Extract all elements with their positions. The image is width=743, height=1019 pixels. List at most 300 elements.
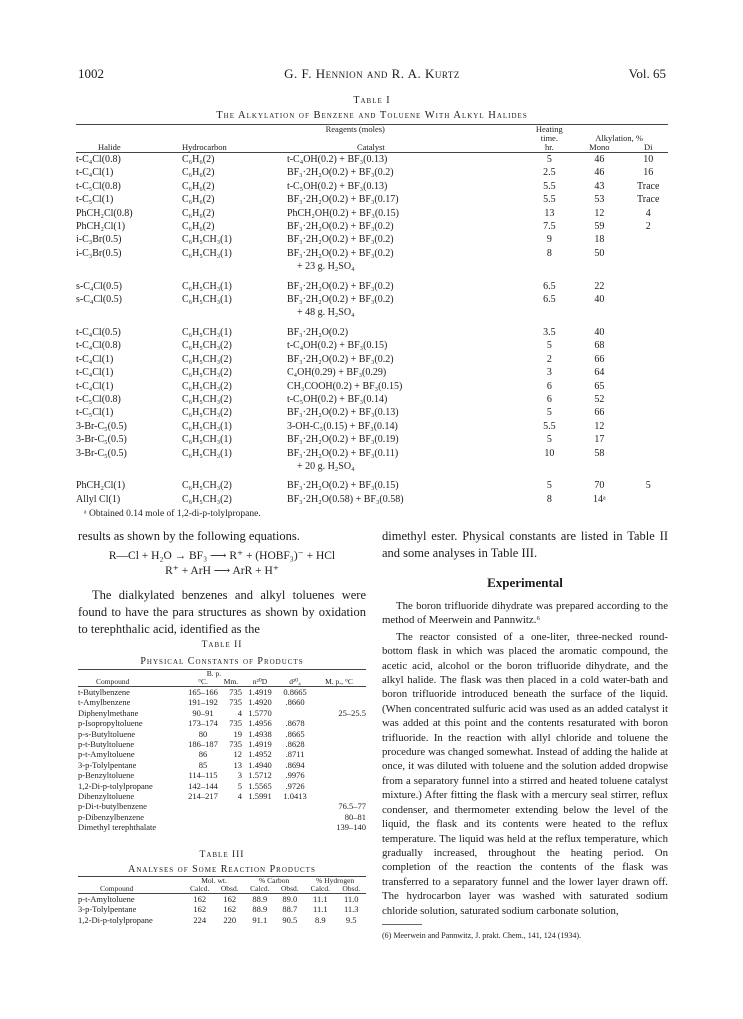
di-cell [628, 306, 668, 319]
mm-cell [220, 822, 242, 832]
di-cell [628, 353, 668, 366]
hydrocarbon-cell: C₆H₆(2) [181, 207, 215, 219]
nd-cell: 1.5770 [248, 707, 272, 718]
mono-cell [570, 260, 628, 273]
compound-cell: Diphenylmethane [78, 707, 139, 718]
di-cell [628, 380, 668, 393]
molwt-obsd-cell: 162 [223, 904, 237, 915]
density-header: d²⁰₄ [289, 677, 301, 686]
bp-cell: 80 [198, 728, 208, 739]
halide-cell: i-C₃Br(0.5) [76, 234, 122, 246]
table-row [76, 420, 668, 433]
di-cell [628, 447, 668, 460]
density-cell [278, 822, 312, 832]
time-cell: 9 [546, 234, 552, 246]
hydrocarbon-cell: C₆H₅CH₃(2) [181, 393, 232, 405]
time-cell: 5 [546, 434, 552, 446]
mono-cell: 66 [594, 353, 605, 365]
compound-cell: p-Di-t-butylbenzene [78, 801, 147, 812]
halide-cell: PhCH₂Cl(1) [76, 480, 126, 492]
di-cell: 16 [643, 167, 654, 179]
catalyst-cell: BF₃·2H₂O(0.58) + BF₃(0.58) [286, 493, 404, 505]
nd-cell: 1.4919 [248, 687, 272, 697]
catalyst-cell: t-C₅OH(0.2) + BF₃(0.13) [286, 180, 388, 192]
table-row [78, 894, 366, 905]
footnote: (6) Meerwein and Pannwitz, J. prakt. Chem., 141, 124 (1934). [382, 930, 582, 940]
mono-cell: 14ᵃ [592, 493, 606, 505]
density-cell: .8665 [285, 728, 305, 739]
mono-header: Mono [589, 142, 610, 152]
nd-cell: 1.4919 [248, 739, 272, 750]
table-row [78, 915, 366, 925]
molwt-calcd-cell: 162 [193, 894, 207, 904]
mp-cell: 25–25.5 [338, 707, 366, 718]
nd-cell [242, 801, 278, 811]
mp-cell [312, 781, 366, 791]
compound-cell: p-t-Butyltoluene [78, 739, 135, 750]
compound-header: Compound [96, 677, 130, 686]
mm-cell: 735 [229, 687, 242, 697]
time-cell [529, 260, 571, 273]
table-row [76, 380, 668, 393]
density-cell: .8711 [285, 749, 305, 760]
mp-cell [312, 791, 366, 801]
paragraph: The dialkylated benzenes and alkyl toluenes were found to have the para structures as shown by oxidation to terephthalic acid, identified as the [78, 588, 366, 636]
time-cell: 5 [546, 480, 552, 492]
mm-cell [220, 812, 242, 822]
compound-cell: p-t-Amyltoluene [78, 749, 135, 760]
volume: Vol. 65 [628, 66, 666, 81]
catalyst-cell: BF₃·2H₂O(0.2) + BF₃(0.2) [286, 167, 394, 179]
compound-cell: p-Isopropyltoluene [78, 718, 143, 729]
hydrocarbon-cell: C₆H₆(2) [181, 167, 215, 179]
hydrocarbon-cell: C₆H₅CH₃(2) [181, 340, 232, 352]
mono-cell: 40 [594, 326, 605, 338]
nd-cell [242, 822, 278, 832]
table-row [76, 366, 668, 379]
table-2-label: Table II [201, 640, 243, 650]
equation-1: R—Cl + H₂O → BF₃ ⟶ R⁺ + (HOBF₃)⁻ + HCl [108, 550, 336, 562]
halide-cell: 3-Br-C₅(0.5) [76, 447, 127, 459]
table-row [76, 233, 668, 246]
hydrocarbon-cell: C₆H₅CH₃(1) [181, 247, 232, 259]
mm-cell: 5 [237, 780, 242, 791]
table-row [76, 274, 668, 293]
catalyst-cell: BF₃·2H₂O(0.2) + BF₃(0.13) [286, 407, 399, 419]
nd-cell: 1.5712 [248, 770, 272, 781]
bp-cell: 86 [198, 749, 208, 760]
halide-cell: s-C₄Cl(0.5) [76, 294, 122, 306]
mp-cell: 139–140 [336, 822, 366, 833]
bp-cell: 191–192 [188, 697, 218, 708]
time-cell: 5 [546, 407, 552, 419]
catalyst-cell: BF₃·2H₂O(0.2) [286, 326, 349, 338]
catalyst-header: Catalyst [356, 142, 385, 152]
halide-cell: t-C₄Cl(0.8) [76, 154, 121, 165]
hydrogen-calcd-cell: 11.1 [313, 904, 328, 915]
density-cell: .8678 [285, 718, 305, 729]
table-row [78, 812, 366, 822]
time-cell: 6 [546, 380, 552, 392]
di-cell [628, 293, 668, 306]
mono-cell: 65 [594, 380, 605, 392]
nd-cell: 1.4940 [248, 759, 272, 770]
hydrocarbon-cell: C₆H₆(2) [181, 221, 215, 233]
mono-cell [570, 306, 628, 319]
mp-cell: 76.5–77 [338, 801, 366, 812]
halide-cell: t-C₄Cl(1) [76, 167, 114, 179]
table-row [76, 166, 668, 179]
table-row [78, 904, 366, 914]
mono-cell [570, 460, 628, 473]
table-3-label: Table III [199, 850, 245, 860]
time-cell: 6.5 [543, 294, 556, 306]
obsd-header: Obsd. [280, 884, 299, 893]
table-row [76, 493, 668, 506]
nd-cell: 1.4920 [248, 697, 272, 708]
halide-header: Halide [98, 142, 121, 152]
compound-cell: p-Benzyltoluene [78, 770, 135, 781]
catalyst-cell: BF₃·2H₂O(0.2) + BF₃(0.11) [286, 447, 399, 459]
mm-cell: 4 [237, 707, 242, 718]
carbon-header: % Carbon [259, 876, 290, 885]
halide-cell: t-C₅Cl(1) [76, 407, 114, 419]
mono-cell: 64 [594, 367, 605, 379]
di-cell [628, 406, 668, 419]
bp-cell: 186–187 [188, 739, 218, 750]
mono-cell: 66 [594, 407, 605, 419]
calcd-header: Calcd. [310, 884, 330, 893]
molwt-obsd-cell: 162 [223, 894, 237, 904]
hydrocarbon-cell: C₆H₅CH₃(1) [181, 234, 232, 246]
hydrocarbon-cell: C₆H₆(2) [181, 154, 215, 165]
di-cell: 10 [643, 154, 654, 165]
hydrocarbon-cell: C₆H₅CH₃(1) [181, 420, 232, 432]
hydrogen-header: % Hydrogen [316, 876, 355, 885]
table-row [78, 708, 366, 718]
di-cell [628, 460, 668, 473]
paragraph: results as shown by the following equations. [78, 529, 300, 543]
time-header-2: time. [540, 133, 558, 143]
nd-cell: 1.4938 [248, 728, 272, 739]
mm-cell: 735 [229, 718, 242, 729]
halide-cell: t-C₄Cl(0.5) [76, 326, 121, 338]
obsd-header: Obsd. [342, 884, 361, 893]
mono-cell: 50 [594, 247, 605, 259]
time-cell: 10 [544, 447, 555, 459]
time-cell: 5 [546, 154, 552, 165]
compound-cell: 1,2-Di-p-tolylpropane [78, 780, 153, 791]
halide-cell: t-C₄Cl(1) [76, 353, 114, 365]
mono-cell: 58 [594, 447, 605, 459]
di-cell [628, 260, 668, 273]
time-cell: 5 [546, 340, 552, 352]
mp-cell [312, 770, 366, 780]
catalyst-cell: t-C₅OH(0.2) + BF₃(0.14) [286, 393, 388, 405]
di-cell: 5 [645, 480, 651, 492]
hydrocarbon-cell: C₆H₅CH₃(1) [181, 434, 232, 446]
molwt-calcd-cell: 224 [193, 914, 207, 925]
table-row [78, 781, 366, 791]
mm-cell: 4 [237, 791, 242, 802]
mono-cell: 52 [594, 393, 605, 405]
paragraph: dimethyl ester. Physical constants are listed in Table II and some analyses in Table III. [382, 529, 668, 560]
catalyst-cell: BF₃·2H₂O(0.2) + BF₃(0.2) [286, 353, 394, 365]
mono-cell: 17 [594, 434, 605, 446]
time-cell: 6 [546, 393, 552, 405]
density-cell: 1.0413 [283, 791, 307, 802]
table-row [76, 433, 668, 446]
halide-cell: PhCH₂Cl(1) [76, 221, 126, 233]
hydrocarbon-cell: C₆H₅CH₃(2) [181, 353, 232, 365]
hydrogen-obsd-cell: 11.3 [343, 904, 359, 915]
table-row [76, 193, 668, 206]
di-header: Di [643, 142, 653, 152]
di-cell [628, 393, 668, 406]
density-cell [278, 708, 312, 718]
table-row [78, 791, 366, 801]
time-cell: 7.5 [543, 221, 556, 233]
molwt-obsd-cell: 220 [223, 914, 237, 925]
table-row [76, 473, 668, 492]
hydrocarbon-cell: C₆H₅CH₃(2) [181, 493, 232, 505]
carbon-calcd-cell: 88.9 [252, 894, 268, 904]
catalyst-cell: C₄OH(0.29) + BF₃(0.29) [286, 367, 387, 379]
table-2-grid [78, 669, 366, 833]
nd-cell: 1.5991 [248, 791, 272, 802]
bp-cell: 114–115 [188, 770, 218, 781]
catalyst-cell: BF₃·2H₂O(0.2) + BF₃(0.17) [286, 194, 399, 206]
table-1-label: Table I [353, 95, 391, 106]
mp-cell [312, 729, 366, 739]
hydrocarbon-cell [182, 306, 287, 319]
compound-cell: 1,2-Di-p-tolylpropane [78, 914, 153, 925]
carbon-obsd-cell: 88.7 [282, 904, 298, 915]
mp-header: M. p., °C [325, 677, 353, 686]
table-row [76, 339, 668, 352]
density-cell: .8660 [285, 697, 305, 708]
time-cell: 2 [546, 353, 552, 365]
table-1 [76, 95, 668, 519]
table-row [78, 697, 366, 707]
di-cell [628, 420, 668, 433]
compound-cell: t-Amylbenzene [78, 697, 131, 708]
halide-cell: 3-Br-C₅(0.5) [76, 420, 127, 432]
di-cell [628, 339, 668, 352]
bp-cell: 90–91 [192, 707, 214, 718]
mp-cell [312, 760, 366, 770]
compound-cell: 3-p-Tolylpentane [78, 759, 137, 770]
table-row [76, 320, 668, 339]
di-cell [628, 247, 668, 260]
table-row [76, 460, 668, 473]
di-cell [628, 233, 668, 246]
time-cell: 5.5 [543, 420, 556, 432]
hydrocarbon-cell: C₆H₅CH₃(2) [181, 367, 232, 379]
mono-cell: 40 [594, 294, 605, 306]
halide-cell: s-C₄Cl(0.5) [76, 280, 122, 292]
compound-cell: p-Dibenzylbenzene [78, 811, 145, 822]
di-cell [628, 433, 668, 446]
di-cell: 4 [645, 207, 651, 219]
compound-cell: 3-p-Tolylpentane [78, 904, 137, 915]
mp-cell [312, 749, 366, 759]
calcd-header: Calcd. [190, 884, 210, 893]
table-row [76, 207, 668, 220]
table-row [78, 687, 366, 698]
catalyst-cell: BF₃·2H₂O(0.2) + BF₃(0.2) [286, 280, 394, 292]
catalyst-cell: PhCH₂OH(0.2) + BF₃(0.15) [286, 207, 399, 219]
table-row [78, 770, 366, 780]
table-row [78, 729, 366, 739]
hydrocarbon-cell [182, 460, 287, 473]
hydrocarbon-cell: C₆H₅CH₃(1) [181, 326, 232, 338]
nd-cell: 1.4956 [248, 718, 272, 729]
hydrocarbon-cell: C₆H₅CH₃(1) [181, 280, 232, 292]
hydrocarbon-header: Hydrocarbon [181, 142, 227, 152]
mono-cell: 12 [594, 420, 605, 432]
hydrogen-obsd-cell: 11.0 [343, 894, 359, 904]
obsd-header: Obsd. [220, 884, 239, 893]
compound-header: Compound [100, 884, 134, 893]
table-row [76, 293, 668, 306]
bp-cell [186, 801, 220, 811]
bp-cell: 165–166 [188, 687, 218, 697]
table-row [76, 306, 668, 319]
table-2-title: Physical Constants of Products [140, 656, 304, 667]
halide-cell: t-C₅Cl(0.8) [76, 393, 121, 405]
halide-cell: PhCH₂Cl(0.8) [76, 207, 133, 219]
equation-2: R⁺ + ArH ⟶ ArR + H⁺ [165, 565, 279, 577]
mono-cell: 12 [594, 207, 605, 219]
paragraph: The boron trifluoride dihydrate was prepared according to the method of Meerwein and Pannwitz.⁶ [382, 600, 668, 627]
footnote-rule [382, 924, 422, 925]
bp-cell: 214–217 [188, 791, 218, 802]
hydrogen-calcd-cell: 8.9 [315, 914, 326, 925]
hydrogen-calcd-cell: 11.1 [313, 894, 328, 904]
bp-c-header: °C. [198, 677, 208, 686]
density-cell: .8628 [285, 739, 305, 750]
time-cell: 5.5 [543, 194, 556, 206]
density-cell [278, 812, 312, 822]
mono-cell: 22 [594, 280, 605, 292]
di-cell [628, 493, 668, 506]
bp-cell: 142–144 [188, 780, 218, 791]
density-cell: 0.8665 [283, 687, 307, 697]
mm-cell: 12 [233, 749, 242, 760]
authors: G. F. Hennion and R. A. Kurtz [284, 66, 460, 81]
catalyst-cell: t-C₄OH(0.2) + BF₃(0.15) [286, 340, 388, 352]
di-cell [628, 366, 668, 379]
catalyst-cell: BF₃·2H₂O(0.2) + BF₃(0.15) [286, 480, 399, 492]
hydrocarbon-cell: C₆H₅CH₃(1) [181, 447, 232, 459]
mono-cell: 46 [594, 167, 605, 179]
bp-cell [186, 812, 220, 822]
catalyst-cell: 3-OH-C₅(0.15) + BF₃(0.14) [286, 420, 398, 432]
time-cell: 8 [546, 247, 552, 259]
table-row [76, 447, 668, 460]
reagents-header: Reagents (moles) [182, 125, 529, 135]
paragraph: The reactor consisted of a one-liter, three-necked round-bottom flask in which was placed the aromatic compound, the acetic acid, alcohol or the boron trifluoride dihydrate, and the alkyl halide. The flask was then placed in a cold water-bath and boron trifluoride introduced beneath the surface of the liquid. (When concentrated sulfuric acid was used as an added catalyst it was added at this point and the contents resaturated with boron trifluoride. In the reaction with allyl chloride and toluene the procedure was changed somewhat. Instead of adding the halide at once, it was diluted with toluene and the solution added dropwise from a separatory funnel into a stirred and heated toluene catalyst mixture.) After fitting the flask with a mercury seal stirrer, reflux condenser, and thermometer extending below the level of the liquid, the flask and its contents were heated to the reflux temperature. The liquid was held at the reflux temperature, which gradually increased, throughout the heating period. On completion of the reaction the contents of the flask was transferred to a separatory funnel and the lower layer drawn off. The hydrocarbon layer was washed with saturated sodium chloride solution, saturated sodium carbonate solution, [382, 630, 668, 917]
hydrocarbon-cell: C₆H₆(2) [181, 180, 215, 192]
time-cell: 8 [546, 493, 552, 505]
halide-cell: Allyl Cl(1) [76, 493, 121, 505]
hydrocarbon-cell: C₆H₅CH₃(2) [181, 480, 232, 492]
time-cell [529, 460, 571, 473]
bp-cell [186, 822, 220, 832]
di-cell: Trace [637, 194, 660, 206]
table-row [78, 718, 366, 728]
table-row [76, 247, 668, 260]
time-cell [529, 306, 571, 319]
table-3-title: Analyses of Some Reaction Products [128, 864, 316, 875]
mono-cell: 18 [594, 234, 605, 246]
table-row [76, 353, 668, 366]
catalyst-cell: BF₃·2H₂O(0.2) + BF₃(0.2) [286, 234, 394, 246]
table-row [76, 220, 668, 233]
mono-cell: 59 [594, 221, 605, 233]
table-row [76, 180, 668, 193]
running-header [78, 66, 666, 82]
catalyst-cell: BF₃·2H₂O(0.2) + BF₃(0.2) [286, 294, 394, 306]
section-heading: Experimental [487, 575, 563, 590]
mm-cell: 735 [229, 739, 242, 750]
hydrocarbon-cell: C₆H₅CH₃(2) [181, 380, 232, 392]
compound-cell: Dimethyl terephthalate [78, 822, 157, 833]
halide-cell: 3-Br-C₅(0.5) [76, 434, 127, 446]
halide-cell [76, 460, 182, 473]
compound-cell: t-Butylbenzene [78, 687, 130, 697]
nd-cell: 1.5565 [248, 780, 272, 791]
di-cell [628, 320, 668, 339]
nd-cell: 1.4952 [248, 749, 272, 760]
right-column-text [382, 528, 668, 941]
table-row [76, 393, 668, 406]
calcd-header: Calcd. [250, 884, 270, 893]
time-header-3: hr. [544, 142, 554, 152]
halide-cell: i-C₃Br(0.5) [76, 247, 122, 259]
table-row [78, 822, 366, 832]
table-row [78, 760, 366, 770]
mp-cell [312, 697, 366, 707]
table-1-footnote: ᵃ Obtained 0.14 mole of 1,2-di-p-tolylpropane. [84, 509, 261, 520]
carbon-obsd-cell: 89.0 [282, 894, 298, 904]
left-column-text [78, 528, 366, 638]
table-1-grid [76, 124, 668, 506]
halide-cell: t-C₅Cl(1) [76, 194, 114, 206]
catalyst-cell: + 20 g. H₂SO₄ [296, 460, 355, 472]
hydrocarbon-cell: C₆H₆(2) [181, 194, 215, 206]
molwt-calcd-cell: 162 [193, 904, 207, 915]
catalyst-cell: + 48 g. H₂SO₄ [296, 307, 355, 319]
table-row [76, 406, 668, 419]
density-cell: .9726 [285, 780, 305, 791]
mm-cell: 735 [229, 697, 242, 708]
nd-cell [242, 812, 278, 822]
catalyst-cell: BF₃·2H₂O(0.2) + BF₃(0.2) [286, 247, 394, 259]
halide-cell: t-C₄Cl(1) [76, 380, 114, 392]
table-row [76, 260, 668, 273]
halide-cell: t-C₅Cl(0.8) [76, 180, 121, 192]
table-3 [78, 850, 366, 925]
mm-cell: 13 [233, 759, 242, 770]
catalyst-cell: BF₃·2H₂O(0.2) + BF₃(0.19) [286, 434, 399, 446]
hydrocarbon-cell: C₆H₅CH₃(2) [181, 407, 232, 419]
mp-cell [312, 739, 366, 749]
mono-cell: 53 [594, 194, 605, 206]
time-cell: 3.5 [543, 326, 556, 338]
table-row [76, 153, 668, 167]
